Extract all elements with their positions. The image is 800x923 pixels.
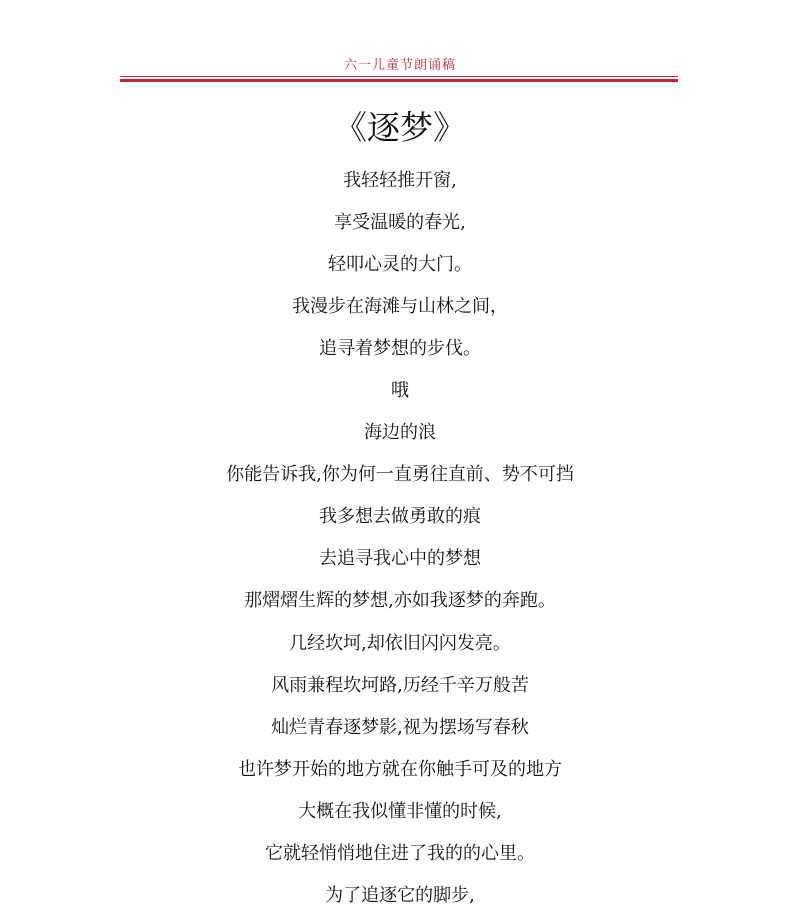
poem-line: 追寻着梦想的步伐。 xyxy=(319,338,481,360)
poem-line: 它就轻悄悄地住进了我的的心里。 xyxy=(265,842,535,864)
poem-title: 《逐梦》 xyxy=(334,108,466,147)
poem-line: 我多想去做勇敢的痕 xyxy=(319,506,481,528)
header-rule-thick xyxy=(120,79,678,82)
poem-line: 我轻轻推开窗, xyxy=(343,170,457,191)
poem-line: 享受温暖的春光, xyxy=(334,212,466,234)
header-rule-thin xyxy=(120,76,678,77)
poem-line: 为了追逐它的脚步, xyxy=(325,884,475,906)
poem-line: 海边的浪 xyxy=(364,422,436,444)
poem-line: 去追寻我心中的梦想 xyxy=(319,548,481,570)
poem-body xyxy=(0,166,800,923)
poem-line: 风雨兼程坎坷路,历经千辛万般苦 xyxy=(271,674,529,696)
poem-line: 轻叩心灵的大门。 xyxy=(328,254,472,276)
poem-line: 大概在我似懂非懂的时候, xyxy=(298,800,502,822)
running-header: 六一儿童节朗诵稿 xyxy=(343,58,456,73)
poem-line: 哦 xyxy=(391,380,409,402)
poem-line: 几经坎坷,却依旧闪闪发亮。 xyxy=(289,632,511,654)
poem-line: 那熠熠生辉的梦想,亦如我逐梦的奔跑。 xyxy=(244,590,556,612)
poem-line: 你能告诉我,你为何一直勇往直前、势不可挡 xyxy=(226,464,574,486)
poem-line: 我漫步在海滩与山林之间， xyxy=(292,296,508,318)
poem-line: 也许梦开始的地方就在你触手可及的地方 xyxy=(238,758,562,780)
poem-line: 灿烂青春逐梦影,视为摆场写春秋 xyxy=(271,716,529,738)
